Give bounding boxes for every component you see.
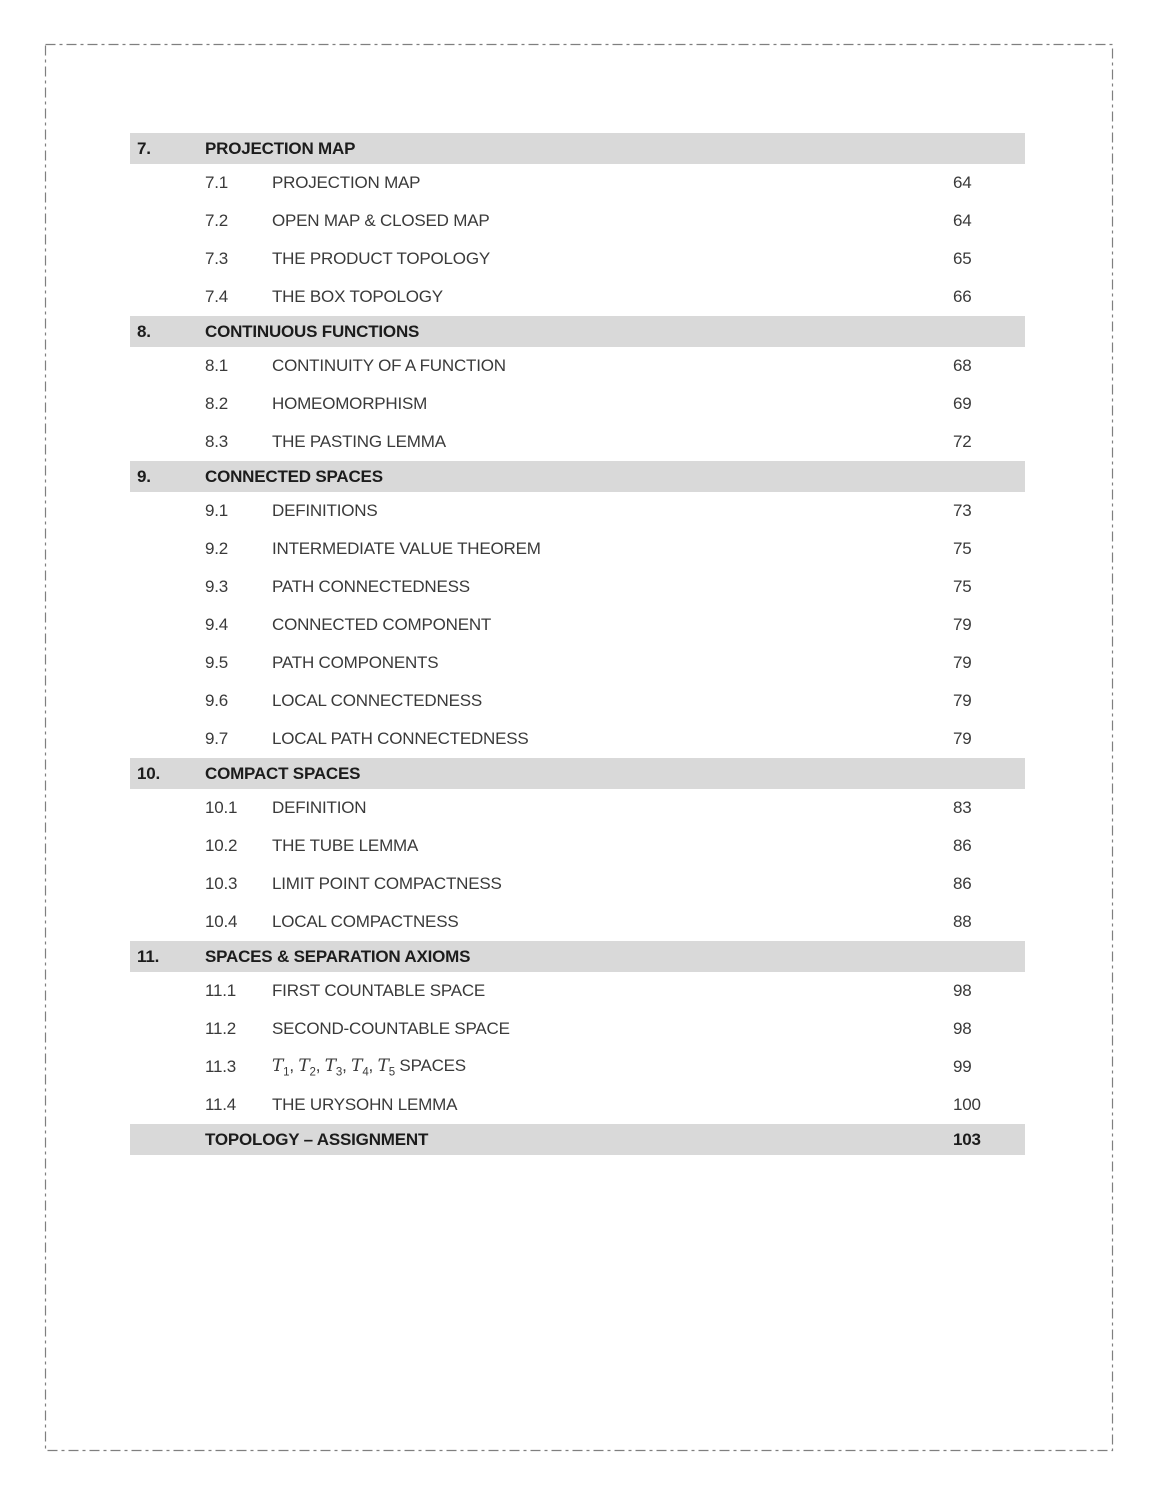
entry-title: THE PASTING LEMMA (272, 432, 446, 451)
entry-title: THE URYSOHN LEMMA (272, 1095, 458, 1114)
toc-entry (130, 278, 1025, 316)
toc-entry (130, 644, 1025, 682)
entry-page-number: 75 (953, 539, 972, 558)
toc-entry (130, 568, 1025, 606)
section-header (130, 133, 1025, 164)
toc-entry (130, 423, 1025, 461)
toc-entry (130, 1048, 1025, 1086)
math-subscript: 1 (283, 1066, 290, 1079)
entry-number: 8.2 (205, 394, 229, 413)
entry-number: 9.5 (205, 653, 229, 672)
section-header (130, 758, 1025, 789)
math-symbol: T (351, 1055, 363, 1076)
entry-title: SECOND-COUNTABLE SPACE (272, 1019, 510, 1038)
entry-title: LOCAL COMPACTNESS (272, 912, 459, 931)
entry-title: LIMIT POINT COMPACTNESS (272, 874, 502, 893)
math-subscript: 5 (388, 1066, 395, 1079)
entry-number: 11.1 (205, 981, 237, 1000)
toc-entry (130, 240, 1025, 278)
section-number: 10. (137, 763, 161, 783)
entry-number: 8.3 (205, 432, 229, 451)
entry-title: $T_1$, $T_2$, $T_3$, $T_4$, $T_5$ SPACES (272, 1055, 466, 1079)
entry-page-number: 79 (953, 653, 972, 672)
entry-title: CONNECTED COMPONENT (272, 615, 492, 634)
toc-entry (130, 385, 1025, 423)
toc-entry (130, 972, 1025, 1010)
entry-number: 9.1 (205, 501, 229, 520)
entry-page-number: 86 (953, 836, 972, 855)
entry-page-number: 79 (953, 691, 972, 710)
math-subscript: 3 (335, 1066, 343, 1079)
entry-number: 9.4 (205, 615, 229, 634)
entry-number: 11.3 (205, 1057, 237, 1076)
section-title: CONNECTED SPACES (205, 466, 383, 486)
entry-number: 10.3 (205, 874, 238, 893)
entry-page-number: 98 (953, 1019, 972, 1038)
math-symbol: T (298, 1055, 310, 1076)
section-number: 11. (137, 946, 160, 966)
entry-number: 10.1 (205, 798, 238, 817)
assignment-footer-bar (130, 1124, 1025, 1155)
entry-number: 9.6 (205, 691, 229, 710)
toc-entry (130, 827, 1025, 865)
entry-page-number: 79 (953, 615, 972, 634)
entry-page-number: 66 (953, 287, 972, 306)
entry-title: OPEN MAP & CLOSED MAP (272, 211, 490, 230)
entry-number: 11.2 (205, 1019, 237, 1038)
entry-page-number: 64 (953, 173, 972, 192)
entry-number: 7.1 (205, 173, 229, 192)
toc-entry (130, 865, 1025, 903)
entry-title: DEFINITION (272, 798, 367, 817)
entry-page-number: 69 (953, 394, 972, 413)
footer-title: TOPOLOGY – ASSIGNMENT (205, 1129, 429, 1149)
entry-number: 9.3 (205, 577, 229, 596)
entry-page-number: 88 (953, 912, 972, 931)
entry-title: FIRST COUNTABLE SPACE (272, 981, 486, 1000)
section-header (130, 461, 1025, 492)
toc-entry (130, 789, 1025, 827)
entry-number: 7.2 (205, 211, 229, 230)
section-number: 9. (137, 466, 151, 486)
math-symbol: T (377, 1055, 389, 1076)
toc-entry (130, 164, 1025, 202)
math-subscript: 2 (309, 1066, 316, 1079)
entry-page-number: 83 (953, 798, 972, 817)
section-header (130, 941, 1025, 972)
section-title: SPACES & SEPARATION AXIOMS (205, 946, 471, 966)
entry-title: DEFINITIONS (272, 501, 378, 520)
entry-title: PATH COMPONENTS (272, 653, 439, 672)
entry-title: HOMEOMORPHISM (272, 394, 428, 413)
toc-entry (130, 720, 1025, 758)
entry-page-number: 73 (953, 501, 972, 520)
entry-page-number: 100 (953, 1095, 981, 1114)
section-number: 8. (137, 321, 151, 341)
section-title: CONTINUOUS FUNCTIONS (205, 321, 420, 341)
math-symbol: T (272, 1055, 284, 1076)
entry-number: 9.2 (205, 539, 229, 558)
section-title: COMPACT SPACES (205, 763, 361, 783)
math-symbol: T (324, 1055, 336, 1076)
entry-title: LOCAL PATH CONNECTEDNESS (272, 729, 529, 748)
entry-page-number: 79 (953, 729, 972, 748)
toc-entry (130, 606, 1025, 644)
toc-entry (130, 347, 1025, 385)
entry-page-number: 64 (953, 211, 972, 230)
toc-entry (130, 492, 1025, 530)
entry-title: LOCAL CONNECTEDNESS (272, 691, 483, 710)
math-subscript: 4 (362, 1066, 369, 1079)
toc-entry (130, 202, 1025, 240)
entry-number: 7.3 (205, 249, 229, 268)
entry-page-number: 98 (953, 981, 972, 1000)
entry-title: THE PRODUCT TOPOLOGY (272, 249, 490, 268)
toc-entry (130, 903, 1025, 941)
entry-number: 10.2 (205, 836, 238, 855)
entry-number: 11.4 (205, 1095, 237, 1114)
entry-number: 9.7 (205, 729, 229, 748)
entry-title: PROJECTION MAP (272, 173, 421, 192)
entry-page-number: 99 (953, 1057, 972, 1076)
entry-page-number: 65 (953, 249, 972, 268)
footer-page-number: 103 (953, 1129, 981, 1149)
entry-number: 8.1 (205, 356, 229, 375)
entry-number: 10.4 (205, 912, 238, 931)
table-of-contents (130, 133, 1025, 1155)
entry-page-number: 72 (953, 432, 972, 451)
entry-page-number: 75 (953, 577, 972, 596)
toc-entry (130, 1086, 1025, 1124)
entry-number: 7.4 (205, 287, 229, 306)
section-number: 7. (137, 138, 151, 158)
toc-entry (130, 1010, 1025, 1048)
entry-title: CONTINUITY OF A FUNCTION (272, 356, 506, 375)
entry-title: THE TUBE LEMMA (272, 836, 419, 855)
section-title: PROJECTION MAP (205, 138, 356, 158)
entry-title: PATH CONNECTEDNESS (272, 577, 470, 596)
section-header (130, 316, 1025, 347)
entry-title: INTERMEDIATE VALUE THEOREM (272, 539, 541, 558)
entry-title: THE BOX TOPOLOGY (272, 287, 443, 306)
entry-page-number: 86 (953, 874, 972, 893)
entry-page-number: 68 (953, 356, 972, 375)
toc-entry (130, 682, 1025, 720)
toc-entry (130, 530, 1025, 568)
